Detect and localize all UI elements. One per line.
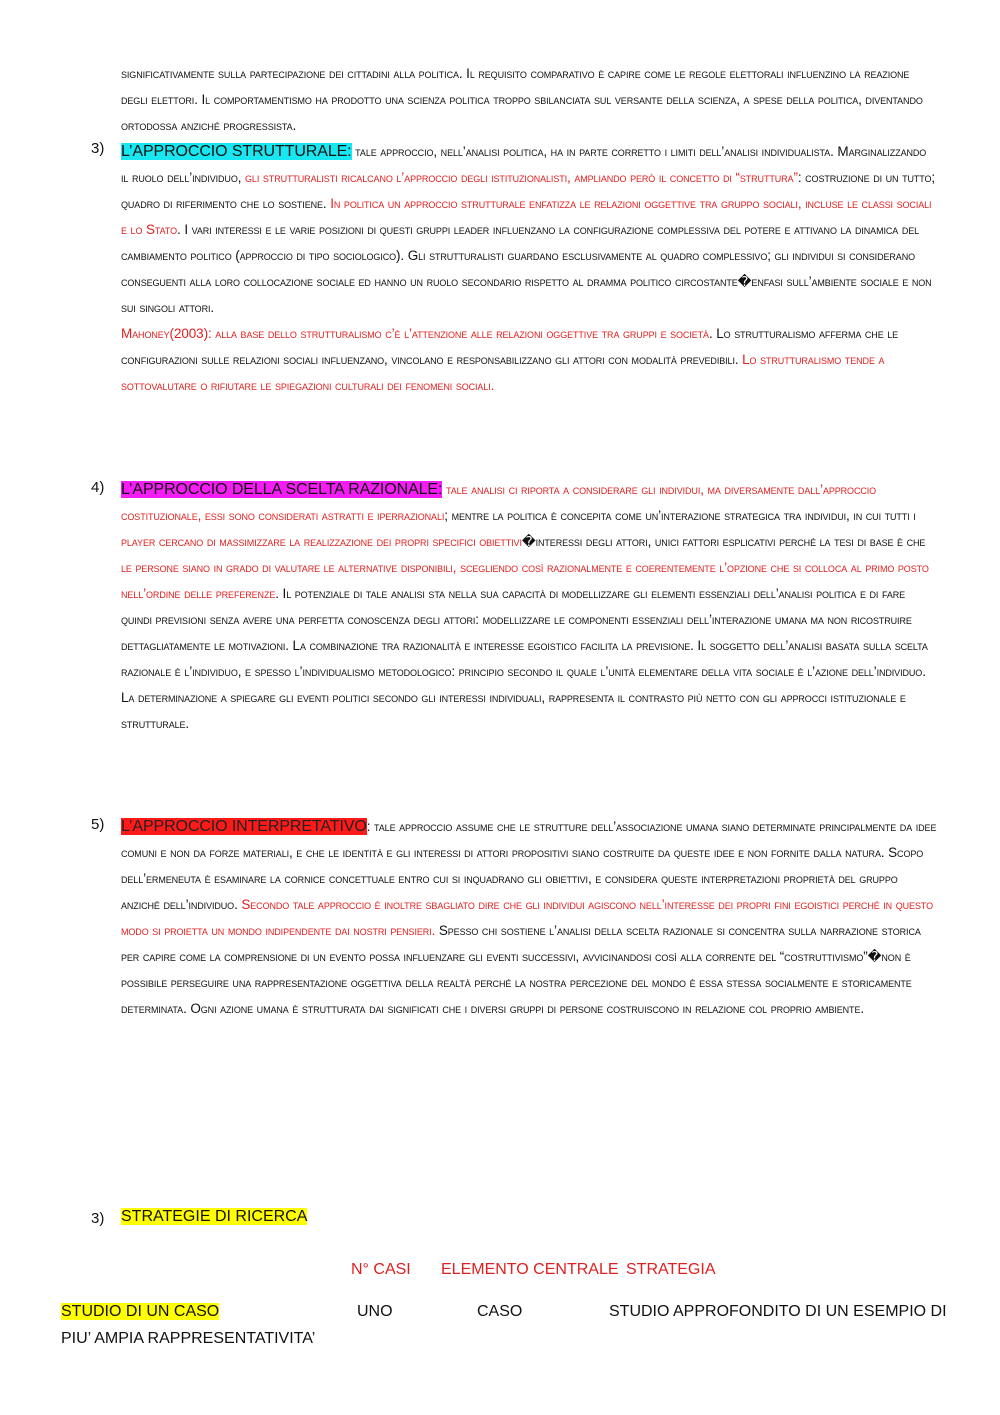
table-row-label xyxy=(61,1303,219,1321)
item-4-text: ; mentre la politica è concepita come un’interazione strategica tra individui, in cui tutti i xyxy=(444,508,916,523)
table-header-elemento: ELEMENTO CENTRALE xyxy=(441,1261,619,1278)
table-cell-casi: UNO xyxy=(357,1303,393,1320)
item-4-text: . Il potenziale di tale analisi sta nella sua capacità di modellizzare gli elementi essenziali dell’analisi politica e di fare quindi previsioni senza avere una perfetta conoscenza degli attori: modellizzare le componenti essenziali dell’interazione umana ma non ricostruire dettagliatamente le motivazioni. La combinazione tra razionalità e interesse egoistico facilita la previsione. Il soggetto dell’analisi basata sulla scelta razionale è l’individuo, e spesso l’individualismo metodologico: principio secondo il quale l’unità elementare della vita sociale è l’azione dell’individuo. La determinazione a spiegare gli eventi politici secondo gli interessi individuali, rappresenta il contrasto più netto con gli approcci istituzionale e strutturale. xyxy=(121,586,928,731)
section-title-text: STRATEGIE DI RICERCA xyxy=(121,1208,308,1225)
mahoney-red-text: Lo strutturalismo tende a sottovalutare o rifiutare le spiegazioni culturali dei fenomeni sociali. xyxy=(121,352,885,393)
row-label-text: STUDIO DI UN CASO xyxy=(61,1303,220,1320)
item-5-title: L’APPROCCIO INTERPRETATIVO xyxy=(121,818,367,835)
item-4-text: �interessi degli attori, unici fattori esplicativi perché la tesi di base è che xyxy=(521,534,926,549)
mahoney-citation: Mahoney(2003) xyxy=(121,326,208,341)
table-cell-elemento: CASO xyxy=(477,1303,523,1320)
table-cell-strategia: STUDIO APPROFONDITO DI UN ESEMPIO DI xyxy=(609,1303,947,1320)
item-5-text: : tale approccio assume che le strutture dell’associazione umana siano determinate principalmente da idee comuni e non da forze materiali, e che le identità e gli interessi di attori propositivi siano costruite da queste idee e non fornite dalla natura. Scopo dell’ermeneuta è esaminare la cornice concettuale entro cui si inquadrano gli obiettivi, e considera queste interpretazioni proprietà del gruppo anziché dell’individuo. xyxy=(121,819,937,912)
item-3-text: . I vari interessi e le varie posizioni di questi gruppi leader influenzano la configurazione complessiva del potere e attivano la dinamica del cambiamento politico (approccio di tipo sociologico). Gli strutturalisti guardano esclusivamente al quadro complessivo; gli individui si considerano conseguenti alla loro collocazione sociale ed hanno un ruolo secondario rispetto al dramma politico circostante�enfasi sull’ambiente sociale e non sui singoli attori. xyxy=(121,222,932,315)
section-number: 3) xyxy=(91,1210,105,1227)
table-cell-strategia-cont: PIU’ AMPIA RAPPRESENTATIVITA’ xyxy=(61,1330,316,1347)
item-4-paragraph xyxy=(121,477,937,737)
item-5-number: 5) xyxy=(91,816,105,833)
table-header-strategia: STRATEGIA xyxy=(626,1261,716,1278)
item-5-paragraph xyxy=(121,814,937,1022)
item-5-red-text: Secondo tale approccio è inoltre sbagliato dire che gli individui agiscono nell’interesse dei propri fini egoistici perché in questo modo si proietta un mondo indipendente dai nostri pensieri. xyxy=(121,897,933,938)
item-3-red-text: In politica un approccio strutturale enfatizza le relazioni oggettive tra gruppo sociali, incluse le classi sociali e lo Stato xyxy=(121,196,932,237)
intro-paragraph xyxy=(121,61,937,139)
item-4-red-text: player cercano di massimizzare la realizzazione dei propri specifici obiettivi xyxy=(121,534,522,549)
item-3-red-text: gli strutturalisti ricalcano l’approccio degli istituzionalisti, ampliando però il concetto di “struttura” xyxy=(245,170,798,185)
item-3-text: : costruzione di un tutto; quadro di riferimento che lo sostiene. xyxy=(121,170,936,211)
item-4-number: 4) xyxy=(91,479,105,496)
item-3-title: L’APPROCCIO STRUTTURALE: xyxy=(121,143,352,160)
item-3-text: tale approccio, nell’analisi politica, ha in parte corretto i limiti dell’analisi individualista. Marginalizzando il ruolo dell’individuo, xyxy=(121,144,927,185)
item-4-red-text: tale analisi ci riporta a considerare gli individui, ma diversamente dall’approccio costituzionale, essi sono considerati astratti e iperrazionali xyxy=(121,482,877,523)
item-3-paragraph xyxy=(121,139,937,399)
item-5-text: Spesso chi sostiene l’analisi della scelta razionale si concentra sulla narrazione storica per capire come la comprensione di un evento possa influenzare gli eventi successivi, avvicinandosi così alla corrente del “costruttivismo”�non è possibile perseguire una rappresentazione oggettiva della realtà perché la nostra percezione del mondo è essa stessa socialmente e storicamente determinata. Ogni azione umana è strutturata dai significati che i diversi gruppi di persone costruiscono in relazione col proprio ambiente. xyxy=(121,923,921,1016)
section-title xyxy=(121,1208,307,1226)
item-4-red-text: le persone siano in grado di valutare le alternative disponibili, scegliendo così razionalmente e coerentemente l’opzione che si colloca al primo posto nell’ordine delle preferenze xyxy=(121,560,929,601)
intro-text: significativamente sulla partecipazione dei cittadini alla politica. Il requisito comparativo è capire come le regole elettorali influenzino la reazione degli elettori. Il comportamentismo ha prodotto una scienza politica troppo sbilanciata sul versante della scienza, a spese della politica, diventando ortodossa anziché progressista. xyxy=(121,66,923,133)
item-4-title: L’APPROCCIO DELLA SCELTA RAZIONALE: xyxy=(121,481,443,498)
mahoney-red-text: : alla base dello strutturalismo c’è l’attenzione alle relazioni oggettive tra gruppi e società xyxy=(207,326,709,341)
table-header-casi: N° CASI xyxy=(351,1261,411,1278)
item-3-number: 3) xyxy=(91,140,105,157)
mahoney-text: . Lo strutturalismo afferma che le configurazioni sulle relazioni sociali influenzano, vincolano e responsabilizzano gli attori con modalità prevedibili. xyxy=(121,326,899,367)
